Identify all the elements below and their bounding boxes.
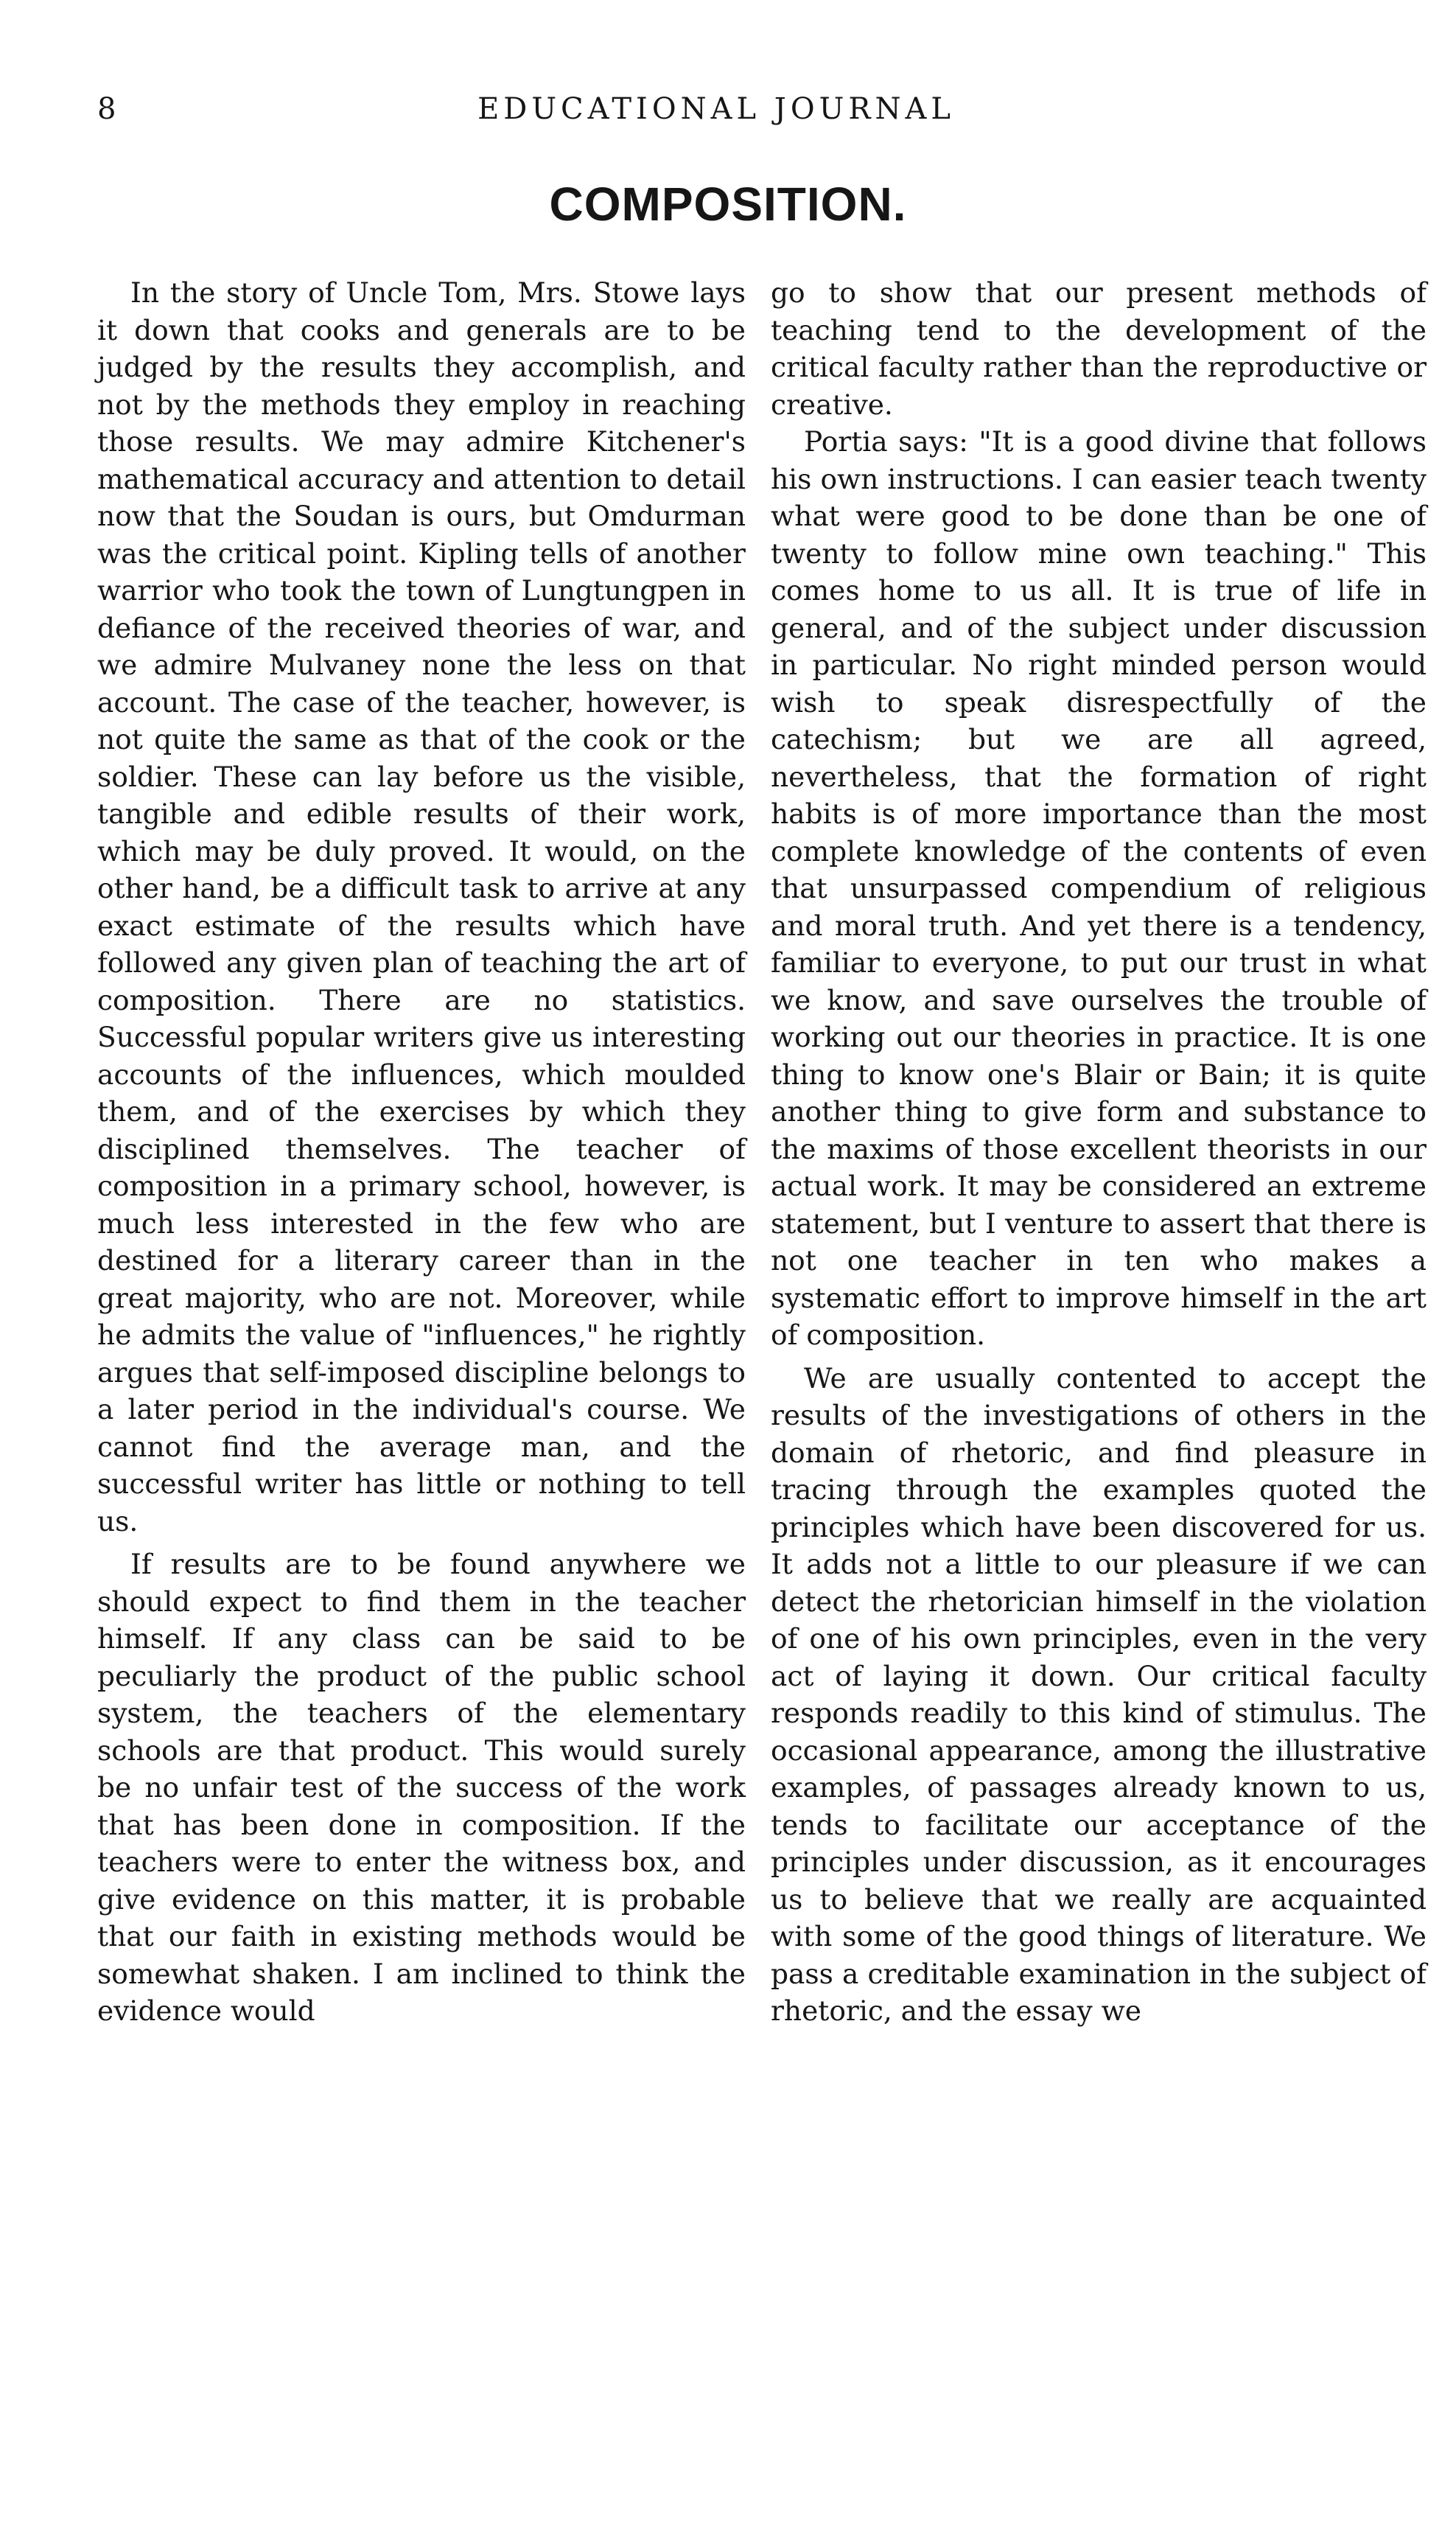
article-title: COMPOSITION.: [549, 178, 907, 231]
paragraph: go to show that our present methods of teaching tend to the development of the critical faculty rather than the reproductive or creative.: [771, 276, 1427, 421]
right-column: [771, 274, 1427, 2030]
paragraph: Portia says: "It is a good divine that follows his own instructions. I can easier teach twenty what were good to be done than be one of twenty to follow mine own teaching." This comes home to us all. It is true of life in general, and of the subject under discussion in particular. No right minded person would wish to speak disrespectfully of the catechism; but we are all agreed, nevertheless, that the formation of right habits is of more importance than the most complete knowledge of the contents of even that unsurpassed compendium of religious and moral truth. And yet there is a tendency, familiar to everyone, to put our trust in what we know, and save ourselves the trouble of working out our theories in practice. It is one thing to know one's Blair or Bain; it is quite another thing to give form and substance to the maxims of those excellent theorists in our actual work. It may be considered an extreme statement, but I venture to assert that there is not one teacher in ten who makes a systematic effort to improve himself in the art of composition.: [771, 425, 1427, 1351]
paragraph: In the story of Uncle Tom, Mrs. Stowe lays it down that cooks and generals are to be judged by the results they accomplish, and not by the methods they employ in reaching those results. We may admire Kitchener's mathematical accuracy and attention to detail now that the Soudan is ours, but Omdurman was the critical point. Kipling tells of another warrior who took the town of Lungtungpen in defiance of the received theories of war, and we admire Mulvaney none the less on that account. The case of the teacher, however, is not quite the same as that of the cook or the soldier. These can lay before us the visible, tangible and edible results of their work, which may be duly proved. It would, on the other hand, be a difficult task to arrive at any exact estimate of the results which have followed any given plan of teaching the art of composition. There are no statistics. Successful popular writers give us interesting accounts of the influences, which moulded them, and of the exercises by which they disciplined themselves. The teacher of composition in a primary school, however, is much less interested in the few who are destined for a literary career than in the great majority, who are not. Moreover, while he admits the value of "influences," he rightly argues that self-imposed discipline belongs to a later period in the individual's course. We cannot find the average man, and the successful writer has little or nothing to tell us.: [97, 276, 746, 1537]
running-head: [97, 87, 1424, 131]
paragraph: If results are to be found anywhere we should expect to find them in the teacher himself. If any class can be said to be peculiarly the product of the public school system, the teachers of the elementary schools are that product. This would surely be no unfair test of the success of the work that has been done in composition. If the teachers were to enter the witness box, and give evidence on this matter, it is probable that our faith in existing methods would be somewhat shaken. I am inclined to think the evidence would: [97, 1548, 746, 2027]
page-number: 8: [97, 92, 116, 126]
left-column: [97, 274, 746, 2030]
journal-title: EDUCATIONAL JOURNAL: [477, 92, 955, 126]
paragraph: We are usually contented to accept the results of the investigations of others in the domain of rhetoric, and find pleasure in tracing through the examples quoted the principles which have been discovered for us. It adds not a little to our pleasure if we can detect the rhetorician himself in the violation of one of his own principles, even in the very act of laying it down. Our critical faculty responds readily to this kind of stimulus. The occasional appearance, among the illustrative examples, of passages already known to us, tends to facilitate our acceptance of the principles under discussion, as it encourages us to believe that we really are acquainted with some of the good things of literature. We pass a creditable examination in the subject of rhetoric, and the essay we: [771, 1361, 1427, 2027]
